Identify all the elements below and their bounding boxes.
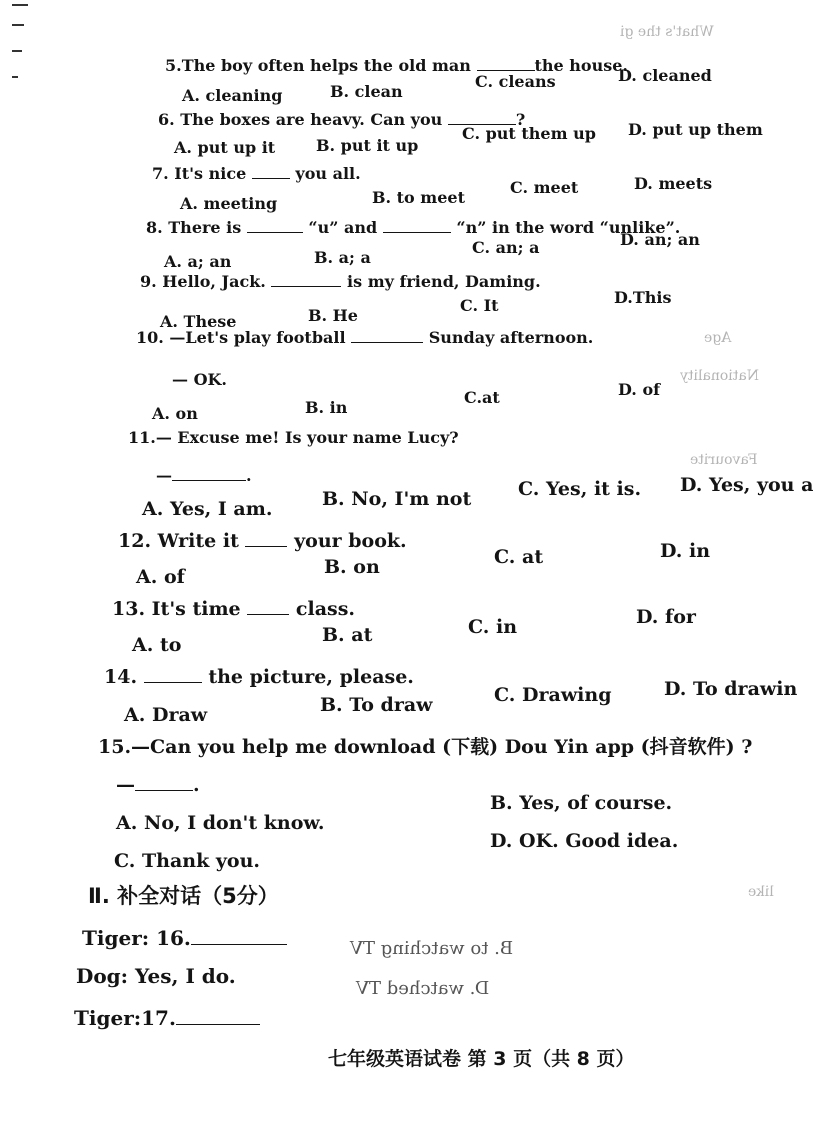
option-c: C. Yes, it is. bbox=[518, 478, 642, 500]
ghost-text: What's the gi bbox=[620, 24, 714, 40]
stem-text: . bbox=[246, 466, 252, 485]
option-c: C. Drawing bbox=[494, 684, 612, 706]
option-b: B. on bbox=[324, 556, 380, 578]
answer-blank bbox=[477, 56, 535, 71]
answer-blank bbox=[448, 110, 516, 125]
stem-text: “u” and bbox=[308, 218, 378, 237]
question-10-reply: — OK. bbox=[172, 370, 227, 389]
option-d: D. cleaned bbox=[618, 66, 712, 85]
option-d: D. an; an bbox=[620, 230, 700, 249]
option-d: D. meets bbox=[634, 174, 713, 193]
answer-blank bbox=[247, 218, 303, 233]
stem-text: “n” in the word “unlike”. bbox=[456, 218, 681, 237]
question-15-stem: 15.—Can you help me download (下载) Dou Yin app (抖音软件) ? bbox=[98, 736, 753, 758]
option-b: B. in bbox=[305, 398, 348, 417]
stem-text: your book. bbox=[294, 530, 407, 552]
stem-text: you all. bbox=[295, 164, 361, 183]
answer-blank bbox=[245, 532, 287, 547]
dialogue-line-response: Dog: Yes, I do. bbox=[76, 964, 236, 988]
section-title: Ⅱ. 补全对话（5分） bbox=[88, 884, 279, 908]
stem-text: — bbox=[116, 774, 135, 796]
stem-text: is my friend, Daming. bbox=[347, 272, 541, 291]
option-d: D. of bbox=[618, 380, 660, 399]
stem-text: 12. Write it bbox=[118, 530, 239, 552]
stem-text: the house. bbox=[534, 56, 628, 75]
stem-text: 13. It's time bbox=[112, 598, 241, 620]
answer-blank bbox=[383, 218, 451, 233]
dialogue-line-17 bbox=[74, 1006, 260, 1030]
margin-mark bbox=[12, 50, 22, 52]
stem-text: . bbox=[193, 774, 200, 796]
question-7-stem bbox=[152, 164, 361, 183]
question-15-reply bbox=[116, 774, 200, 796]
option-d: D. put up them bbox=[628, 120, 763, 139]
option-c: C. put them up bbox=[462, 124, 596, 143]
question-5-stem bbox=[165, 56, 628, 75]
dialogue-line-16 bbox=[82, 926, 287, 950]
stem-text: 14. bbox=[104, 666, 138, 688]
option-a: A. cleaning bbox=[182, 86, 283, 105]
answer-blank bbox=[271, 272, 341, 287]
option-c: C. an; a bbox=[472, 238, 540, 257]
option-b: B. to meet bbox=[372, 188, 465, 207]
question-12-stem bbox=[118, 530, 407, 552]
stem-text: 6. The boxes are heavy. Can you bbox=[158, 110, 443, 129]
option-c: C. meet bbox=[510, 178, 579, 197]
stem-text: 9. Hello, Jack. bbox=[140, 272, 266, 291]
option-a: A. put up it bbox=[174, 138, 276, 157]
page-footer: 七年级英语试卷 第 3 页（共 8 页） bbox=[328, 1048, 635, 1070]
option-b: B. clean bbox=[330, 82, 403, 101]
margin-mark bbox=[12, 4, 28, 6]
answer-blank bbox=[247, 600, 289, 615]
answer-blank bbox=[191, 928, 287, 945]
ghost-text: Favourite bbox=[690, 452, 758, 468]
option-c: C. at bbox=[494, 546, 544, 568]
answer-blank bbox=[351, 328, 423, 343]
question-11-stem: 11.— Excuse me! Is your name Lucy? bbox=[128, 428, 459, 447]
option-a: A. Yes, I am. bbox=[142, 498, 273, 520]
option-a: A. meeting bbox=[180, 194, 278, 213]
ghost-text: D. watched TV bbox=[356, 978, 490, 999]
option-b: B. He bbox=[308, 306, 358, 325]
stem-text: — bbox=[156, 466, 172, 485]
option-b: B. put it up bbox=[316, 136, 419, 155]
option-c: C. It bbox=[460, 296, 499, 315]
answer-blank bbox=[144, 668, 202, 683]
stem-text: ? bbox=[515, 110, 526, 129]
option-a: A. of bbox=[136, 566, 185, 588]
ghost-text: like bbox=[748, 884, 774, 900]
ghost-text: Nationality bbox=[680, 368, 759, 384]
question-11-reply bbox=[156, 466, 252, 485]
margin-mark bbox=[12, 76, 18, 78]
stem-text: the picture, please. bbox=[208, 666, 414, 688]
option-d: D. in bbox=[660, 540, 711, 562]
question-14-stem bbox=[104, 666, 414, 688]
option-d: D. OK. Good idea. bbox=[490, 830, 679, 852]
option-a: A. No, I don't know. bbox=[116, 812, 325, 834]
answer-blank bbox=[176, 1008, 260, 1025]
option-b: B. No, I'm not bbox=[322, 488, 472, 510]
option-c: C. Thank you. bbox=[114, 850, 261, 872]
option-c: C. in bbox=[468, 616, 518, 638]
option-a: A. a; an bbox=[164, 252, 232, 271]
stem-text: 10. —Let's play football bbox=[136, 328, 346, 347]
stem-text: 8. There is bbox=[146, 218, 242, 237]
option-d: D.This bbox=[614, 288, 672, 307]
option-b: B. at bbox=[322, 624, 373, 646]
option-d: D. Yes, you a bbox=[680, 474, 813, 496]
option-a: A. to bbox=[132, 634, 182, 656]
dialogue-text: Tiger: 16. bbox=[82, 926, 191, 950]
stem-text: 5.The boy often helps the old man bbox=[165, 56, 471, 75]
option-a: A. These bbox=[160, 312, 237, 331]
stem-text: 7. It's nice bbox=[152, 164, 247, 183]
stem-text: Sunday afternoon. bbox=[428, 328, 594, 347]
option-d: D. for bbox=[636, 606, 696, 628]
answer-blank bbox=[135, 776, 193, 791]
question-9-stem bbox=[140, 272, 541, 291]
ghost-text: Age bbox=[704, 330, 732, 346]
answer-blank bbox=[252, 164, 290, 179]
stem-text: class. bbox=[295, 598, 356, 620]
option-b: B. To draw bbox=[320, 694, 433, 716]
answer-blank bbox=[172, 466, 246, 481]
question-10-stem bbox=[136, 328, 593, 347]
option-b: B. Yes, of course. bbox=[490, 792, 673, 814]
option-c: C. cleans bbox=[475, 72, 556, 91]
option-b: B. a; a bbox=[314, 248, 371, 267]
question-8-stem bbox=[146, 218, 680, 237]
dialogue-text: Tiger:17. bbox=[74, 1006, 176, 1030]
option-a: A. on bbox=[152, 404, 198, 423]
option-d: D. To drawin bbox=[664, 678, 798, 700]
option-c: C.at bbox=[464, 388, 500, 407]
question-13-stem bbox=[112, 598, 355, 620]
option-a: A. Draw bbox=[124, 704, 208, 726]
margin-mark bbox=[12, 24, 24, 26]
ghost-text: B. to watching TV bbox=[350, 938, 514, 959]
